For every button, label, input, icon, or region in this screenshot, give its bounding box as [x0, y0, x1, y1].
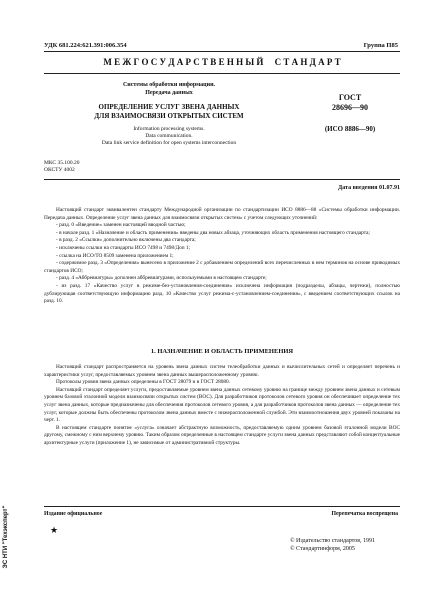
mks-code: МКС 35.100.20 — [44, 160, 80, 166]
codes-rule — [44, 179, 400, 180]
intro-item: - из разд. 17 «Качество услуг в режиме-без-установления-соединения» исключена информация (подразделы, абзацы, чертежи), полностью дублирующая соответствующую информацию разд. 10 «Качество услуг режима-с-установлением-соединения», с введением соответствующих ссылок на разд. 10. — [44, 282, 400, 305]
introduction-date: Дата введения 01.07.91 — [338, 185, 400, 191]
intro-item: - разд. 4 «Аббревиатуры» дополнен аббревиатурами, используемыми в настоящем стандарте; — [56, 275, 267, 282]
side-stamp-text: ЭС НТИ "Техэксперт" — [3, 505, 9, 569]
section-paragraph: Настоящий стандарт распространяется на уровень звена данных систем телеобработки данных и вычислительных сетей и определяет перечень и характеристики услуг, предоставляемых уровнем звена данных вышерасположенному уровню. — [44, 364, 400, 378]
english-title-line2: Data communication. — [145, 133, 193, 139]
series-title-line1: Системы обработки информации. — [122, 82, 216, 88]
side-stamp — [1, 478, 11, 596]
intro-item: - содержимое разд. 3 «Определения» вынесено в приложение 2 с добавлением определений всех перечисленных в нем терминов на основе приводимых стандартов ИСО; — [44, 260, 400, 274]
star-icon: ★ — [50, 525, 59, 535]
section-1-text — [44, 364, 400, 448]
intro-paragraph: Настоящий стандарт эквивалентен стандарту Международной организации по стандартизации ИСО 8886—88 «Системы обработки информации. Передача данных. Определение услуг звена данных для взаимосвязи открытых систем» с учетом следующих уточнений: — [44, 207, 400, 221]
header-rule-top — [44, 51, 400, 52]
reprint-notice: Перепечатка воспрещена — [331, 511, 398, 517]
english-title-line1: Information processing systems. — [133, 126, 205, 132]
gost-number: 28696—90 — [332, 103, 368, 112]
copyright-block — [290, 537, 375, 553]
intro-item: - разд. 0 «Введение» заменен настоящей вводной частью; — [56, 222, 186, 229]
section-paragraph: В настоящем стандарте понятие «услуга» означает абстрактную возможность, предоставляемую одним уровнем базовой эталонной модели ВОС другому, смежному с ним верхнему уровню. Таким образом определенные в настоящем стандарте услуги звена данных представляют собой концептуальные архитектурные услуги (приложение 1), не зависимые от административной структуры. — [44, 424, 400, 446]
intro-item: - ссылка на ИСО/ТО 8509 заменена приложением 1; — [56, 252, 174, 259]
intro-item: - в начале разд. 1 «Назначение и область применения» введены два новых абзаца, уточняющих область применения настоящего стандарта; — [56, 229, 370, 236]
gost-designation — [300, 93, 400, 113]
gost-label: ГОСТ — [338, 93, 362, 102]
udk-code: УДК 681.224:621.391:006.354 — [44, 42, 127, 49]
intro-text — [44, 207, 400, 306]
classification-codes — [44, 160, 79, 174]
intro-item: - в разд. 2 «Ссылки» дополнительно включены два стандарта; — [56, 237, 196, 244]
standard-banner: М Е Ж Г О С У Д А Р С Т В Е Н Н Ы Й С Т А Н Д А Р Т — [103, 57, 341, 67]
copyright-publisher: © Издательство стандартов, 1991 — [290, 538, 376, 544]
okstu-code: ОКСТУ 4002 — [44, 167, 75, 173]
copyright-standartinform: © Стандартинформ, 2005 — [290, 546, 355, 552]
intro-item: - исключены ссылки на стандарты ИСО 7498 и 7498/Доп 1; — [56, 244, 191, 251]
document-title — [44, 103, 294, 120]
header-rule-bottom — [44, 73, 400, 74]
english-title-line3: Data link service definition for open systems interconnection — [101, 140, 237, 146]
footer-rule — [44, 506, 400, 507]
series-title-line2: Передача данных — [145, 89, 193, 96]
section-heading: 1. НАЗНАЧЕНИЕ И ОБЛАСТЬ ПРИМЕНЕНИЯ — [150, 348, 294, 355]
series-title — [44, 82, 294, 97]
document-title-line1: ОПРЕДЕЛЕНИЕ УСЛУГ ЗВЕНА ДАННЫХ — [98, 103, 240, 111]
english-title — [44, 126, 294, 147]
section-paragraph: Настоящий стандарт определяет услуги, предоставляемые уровнем звена данных сетевому уровню на границе между уровнем звена данных и сетевым уровнем базовой эталонной модели взаимосвязи открытых систем (ВОС). Для разработчиков протоколов сетевого уровня он обеспечивает определение тех услуг звена данных, которые предназначены для обеспечения протоколов сетевого уровня, а для разработчиков протоколов звена данных — определение тех услуг, которые должны быть обеспечены протоколом звена данных вместе с нижерасположенной службой. Эти взаимоотношения двух уровней показаны на черт. 1. — [44, 386, 400, 424]
group-code: Группа П85 — [363, 42, 398, 49]
iso-number: (ИСО 8886—90) — [324, 125, 376, 133]
official-edition: Издание официальное — [44, 511, 103, 517]
document-title-line2: ДЛЯ ВЗАИМОСВЯЗИ ОТКРЫТЫХ СИСТЕМ — [94, 111, 244, 120]
section-paragraph: Протоколы уровня звена данных определены в ГОСТ 28079 и в ГОСТ 28080. — [56, 379, 231, 386]
